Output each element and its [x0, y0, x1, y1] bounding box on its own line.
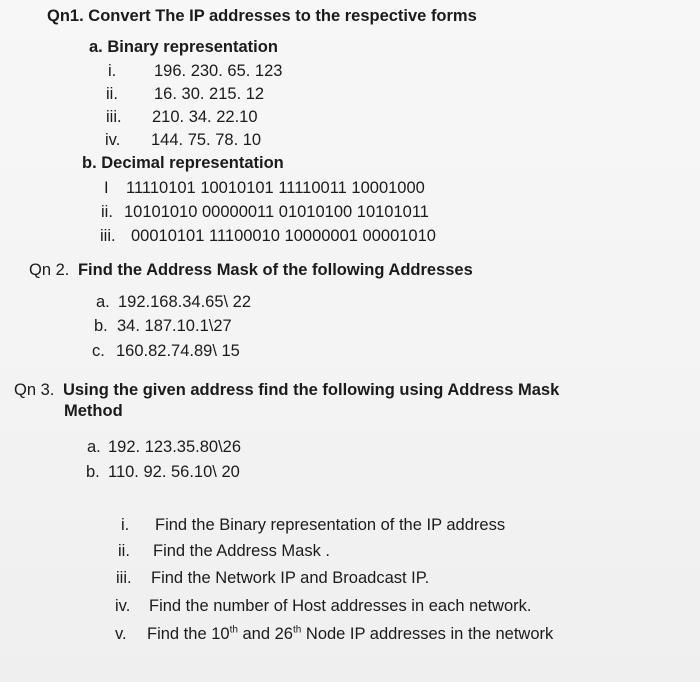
q3-number: Qn 3.: [14, 381, 55, 399]
q3-task-text: Find the number of Host addresses in each network.: [149, 597, 532, 615]
q3-task5-part2: and 26: [237, 625, 293, 643]
q2-item-text: 34. 187.10.1\27: [117, 317, 232, 335]
q1a-item-num: ii.: [106, 85, 118, 103]
q1a-item-num: iv.: [105, 131, 121, 149]
q1b-heading: [82, 153, 284, 173]
q3-task-text: Find the Binary representation of the IP address: [155, 516, 506, 534]
q3-address-text: 110. 92. 56.10\ 20: [108, 463, 240, 481]
q3-task5-part3: Node IP addresses in the network: [301, 625, 554, 643]
q3-task-text: [147, 624, 553, 644]
q1a-item-text: 210. 34. 22.10: [152, 108, 258, 126]
q1-number: Qn1.: [47, 7, 84, 25]
q1a-title: Binary representation: [107, 38, 278, 56]
ordinal-suffix: th: [229, 624, 238, 636]
q2-item-num: b.: [94, 317, 108, 335]
q3-address-num: b.: [86, 463, 100, 481]
q1a-label: a.: [89, 38, 103, 56]
q2-item-num: c.: [92, 342, 105, 360]
q3-task-num: ii.: [118, 542, 130, 560]
q3-task-num: i.: [121, 516, 130, 534]
q1b-item-num: iii.: [100, 227, 116, 245]
q3-task-text: Find the Network IP and Broadcast IP.: [151, 569, 430, 587]
q3-heading: [14, 380, 559, 400]
q2-heading: [29, 260, 473, 280]
q2-title: Find the Address Mask of the following Addresses: [77, 261, 473, 279]
q1a-item-text: 16. 30. 215. 12: [154, 85, 265, 103]
ordinal-suffix: th: [292, 624, 302, 636]
q1a-heading: [89, 37, 278, 57]
q1b-item-num: ii.: [101, 203, 113, 221]
q3-task-num: v.: [115, 625, 127, 643]
q3-task-num: iii.: [116, 569, 132, 587]
q3-title: Using the given address find the following using Address Mask: [62, 381, 560, 399]
q1a-item-num: i.: [108, 62, 117, 80]
q3-task-num: iv.: [115, 597, 131, 615]
q1a-item-num: iii.: [106, 108, 122, 126]
q2-number: Qn 2.: [29, 261, 70, 279]
q1a-item-text: 196. 230. 65. 123: [154, 62, 283, 80]
q2-item-text: 160.82.74.89\ 15: [116, 342, 240, 360]
q3-address-text: 192. 123.35.80\26: [108, 438, 242, 456]
q1b-item-text: 00010101 11100010 10000001 00001010: [131, 227, 436, 245]
q3-task-text: Find the Address Mask .: [153, 542, 330, 560]
q1a-item-text: 144. 75. 78. 10: [151, 131, 262, 149]
q1-title: Convert The IP addresses to the respective forms: [88, 7, 477, 25]
q3-title-continued: Method: [64, 402, 123, 420]
q1b-label: b.: [82, 154, 97, 172]
q3-address-num: a.: [87, 438, 101, 456]
q3-task5-part1: Find the 10: [147, 625, 230, 643]
q1b-item-num: I: [104, 179, 109, 197]
q2-item-text: 192.168.34.65\ 22: [118, 293, 252, 311]
q1b-item-text: 10101010 00000011 01010100 10101011: [124, 203, 429, 221]
q1-heading: [47, 6, 477, 26]
q2-item-num: a.: [96, 293, 110, 311]
q1b-title: Decimal representation: [101, 154, 284, 172]
q1b-item-text: 11110101 10010101 11110011 10001000: [126, 179, 425, 197]
